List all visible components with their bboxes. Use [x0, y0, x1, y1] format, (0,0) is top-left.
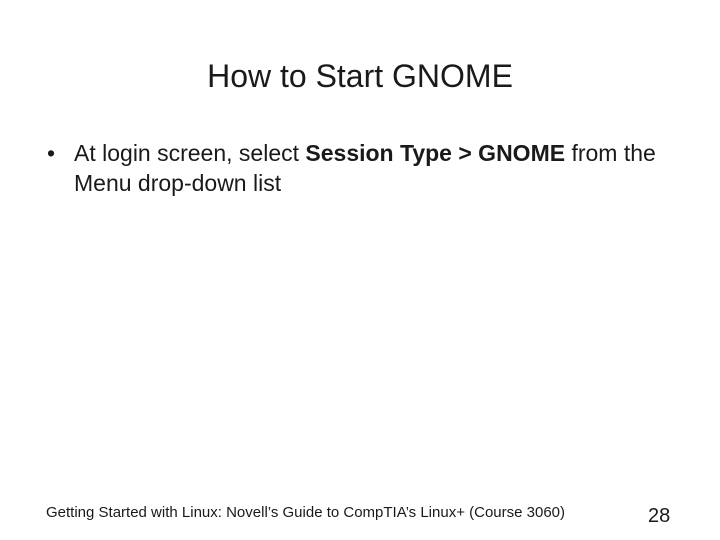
bullet-text-bold: Session Type > GNOME — [305, 140, 566, 166]
list-item — [47, 138, 687, 198]
slide-title: How to Start GNOME — [207, 58, 513, 94]
bullet-icon: • — [47, 140, 56, 166]
bullet-text-start: At login screen, select — [74, 140, 306, 166]
page-number: 28 — [648, 505, 671, 527]
footer-text: Getting Started with Linux: Novell’s Guide to CompTIA’s Linux+ (Course 3060) — [46, 504, 566, 521]
bullet-list — [47, 138, 687, 198]
bullet-text-end: from the Menu drop-down list — [74, 140, 656, 196]
